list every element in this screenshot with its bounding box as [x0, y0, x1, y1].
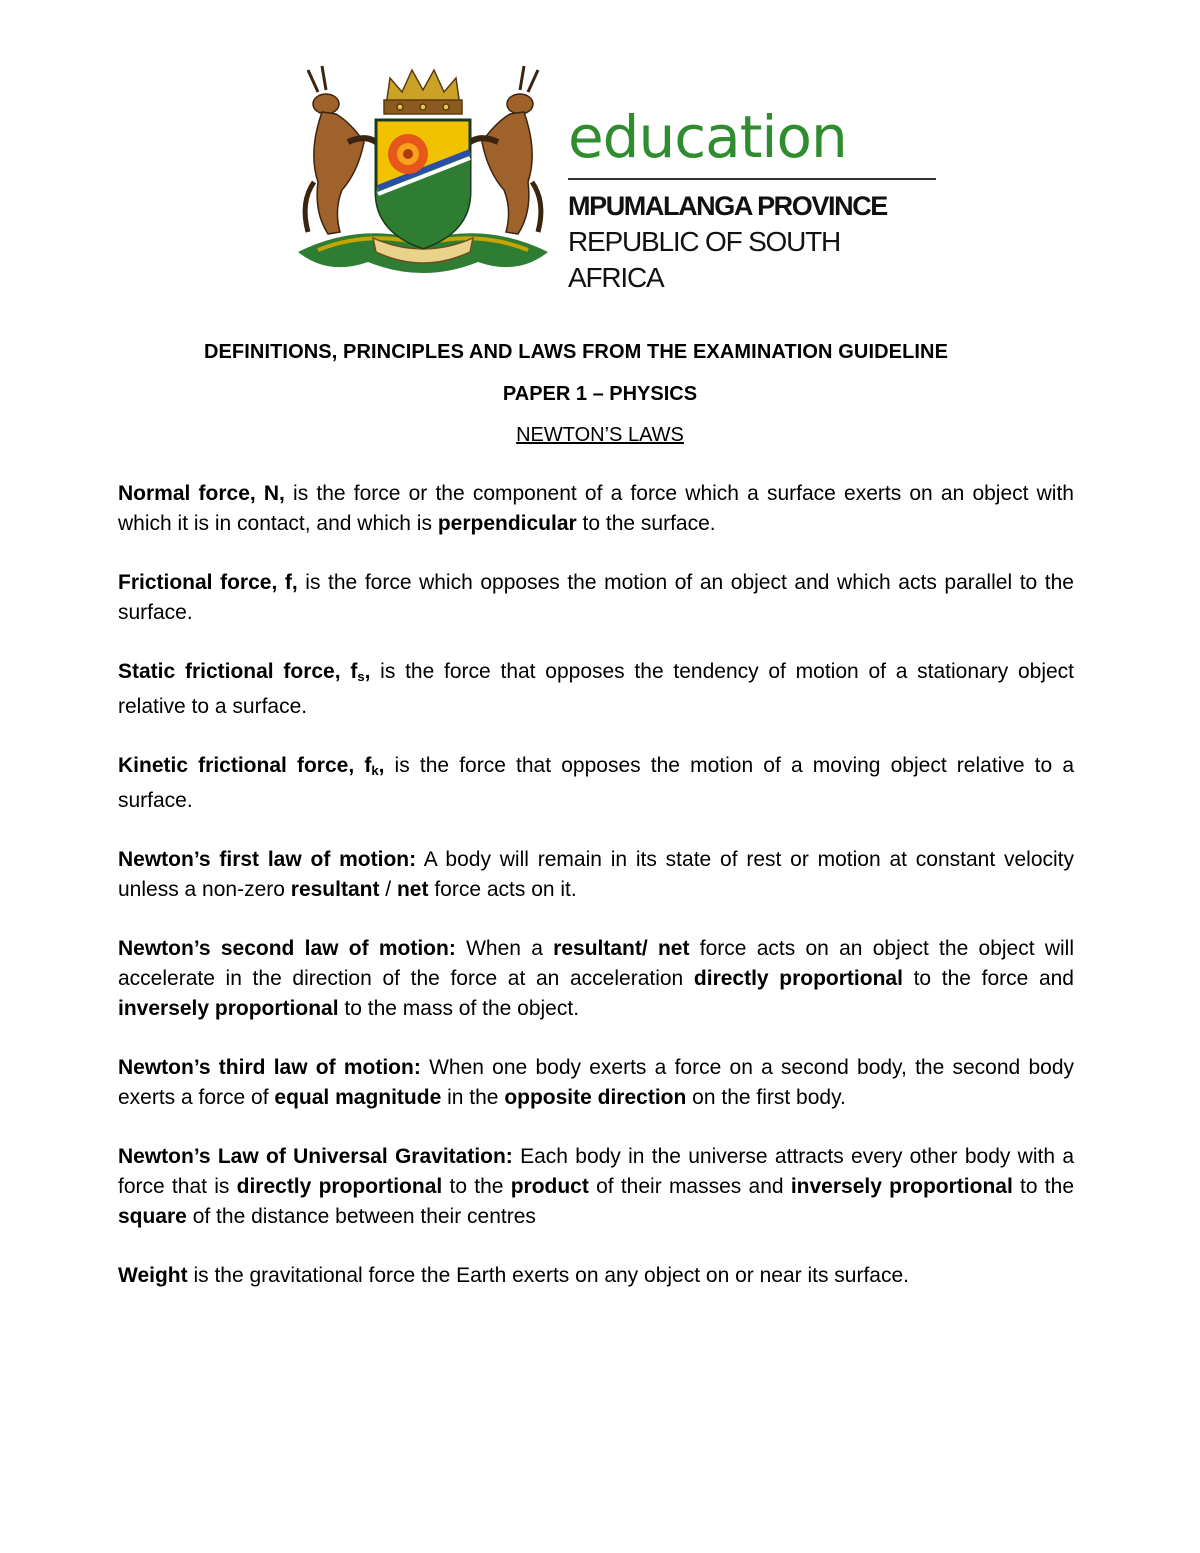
brand-province: MPUMALANGA PROVINCE — [568, 191, 887, 221]
term — [118, 754, 384, 777]
brand-divider — [568, 178, 936, 180]
definition-text: of their masses and — [588, 1175, 791, 1198]
definition-text: Each body in the universe attracts every other body with a force that is — [118, 1145, 1074, 1198]
brand-block — [568, 102, 938, 296]
brand-country: REPUBLIC OF SOUTH AFRICA — [568, 226, 841, 293]
key-term: inversely proportional — [118, 997, 339, 1020]
key-term: perpendicular — [437, 512, 577, 535]
definition-universal-gravitation — [118, 1142, 1074, 1232]
key-term: inversely proportional — [790, 1175, 1013, 1198]
definition-text: to the force and — [902, 967, 1074, 990]
document-subtitle: PAPER 1 – PHYSICS — [502, 383, 698, 405]
definition-text: When a — [455, 937, 554, 960]
definition-static-friction — [118, 657, 1074, 722]
key-term: resultant/ net — [553, 937, 690, 960]
definition-first-law — [118, 845, 1074, 905]
definition-text: is the gravitational force the Earth exerts on any object on or near its surface. — [187, 1264, 909, 1287]
term-text: Kinetic frictional force, f — [118, 754, 372, 777]
definition-text: When one body exerts a force on a second body, the second body exerts a force of — [118, 1056, 1074, 1109]
definition-normal-force — [118, 479, 1074, 539]
definition-kinetic-friction — [118, 751, 1074, 816]
term: Weight — [118, 1264, 188, 1287]
term: Normal force, N, — [118, 482, 285, 505]
definition-text: is the force which opposes the motion of an object and which acts parallel to the surface. — [118, 571, 1074, 624]
subscript: k — [371, 763, 379, 778]
term: Newton’s Law of Universal Gravitation: — [118, 1145, 513, 1168]
key-term: directly proportional — [693, 967, 903, 990]
definition-text: of the distance between their centres — [186, 1205, 536, 1228]
section-heading: NEWTON’S LAWS — [516, 424, 684, 446]
key-term: equal magnitude — [274, 1086, 442, 1109]
definition-second-law — [118, 934, 1074, 1024]
definition-text: is the force that opposes the tendency of motion of a stationary object relative to a surface. — [118, 660, 1074, 718]
term: Frictional force, f, — [118, 571, 298, 594]
key-term: product — [510, 1175, 589, 1198]
definition-text: force acts on an object the object will accelerate in the direction of the force at an acceleration — [118, 937, 1074, 990]
term-punct: , — [364, 660, 371, 683]
definition-text: to the — [1012, 1175, 1074, 1198]
definition-text: is the force or the component of a force which a surface exerts on an object with which it is in contact, and which is — [118, 482, 1074, 535]
brand-word: education — [568, 103, 847, 171]
definition-text: force acts on it. — [428, 878, 577, 901]
key-term: resultant — [290, 878, 380, 901]
term-punct: , — [378, 754, 385, 777]
definition-text: A body will remain in its state of rest or motion at constant velocity unless a non-zero — [118, 848, 1075, 901]
letterhead — [270, 62, 950, 293]
term: Newton’s second law of motion: — [118, 937, 456, 960]
term — [118, 660, 370, 683]
document-title: DEFINITIONS, PRINCIPLES AND LAWS FROM THE EXAMINATION GUIDELINE — [203, 341, 949, 363]
coat-of-arms-icon — [278, 62, 568, 284]
definition-text: to the mass of the object. — [338, 997, 580, 1020]
key-term: opposite direction — [504, 1086, 687, 1109]
definition-text: / — [379, 878, 397, 901]
definition-text: on the first body. — [686, 1086, 846, 1109]
term: Newton’s first law of motion: — [118, 848, 417, 871]
term-text: Static frictional force, f — [118, 660, 358, 683]
key-term: net — [396, 878, 429, 901]
definition-third-law — [118, 1053, 1074, 1113]
definition-text: to the — [442, 1175, 511, 1198]
term: Newton’s third law of motion: — [118, 1056, 421, 1079]
key-term: square — [118, 1205, 187, 1228]
definitions-list — [118, 479, 1074, 1320]
definition-text: is the force that opposes the motion of a moving object relative to a surface. — [118, 754, 1074, 812]
definition-weight — [118, 1261, 1074, 1291]
subscript: s — [357, 669, 365, 684]
definition-frictional-force — [118, 568, 1074, 628]
key-term: directly proportional — [236, 1175, 443, 1198]
definition-text: in the — [441, 1086, 505, 1109]
definition-text: to the surface. — [576, 512, 716, 535]
